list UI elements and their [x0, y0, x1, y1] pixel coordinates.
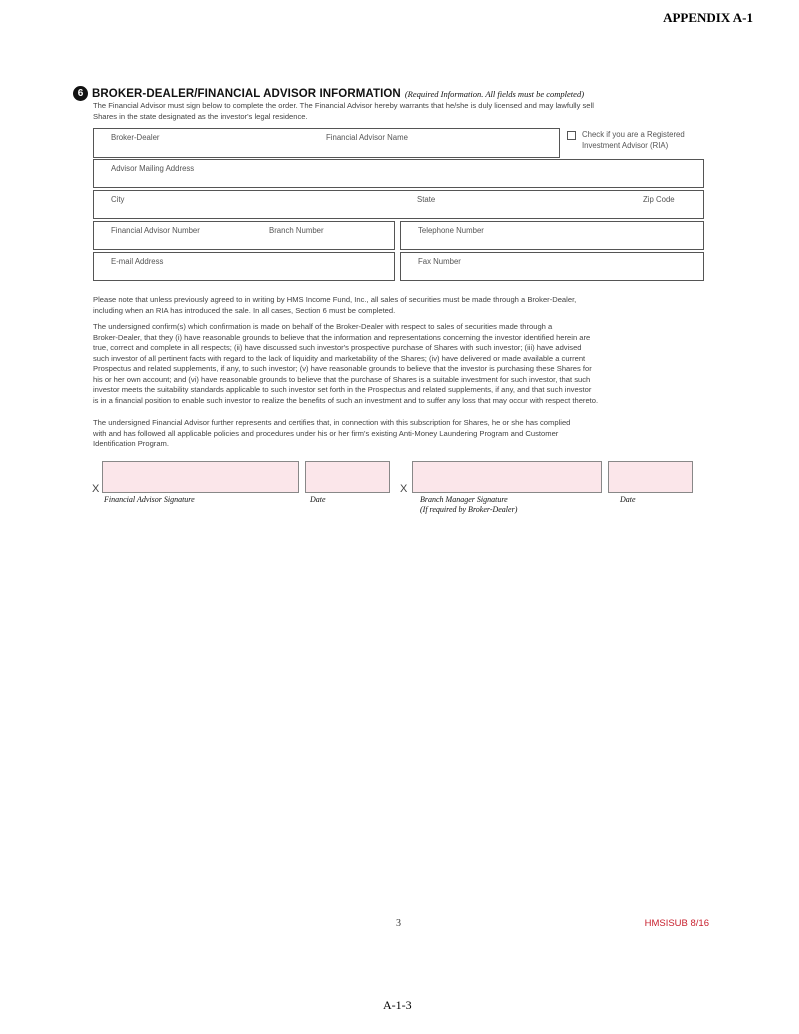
advisor-name-label: Financial Advisor Name	[326, 133, 408, 142]
ria-label-line: Check if you are a Registered	[582, 130, 685, 139]
paragraph-line: such investor of all pertinent facts with regard to the lack of liquidity and marketability of the Shares; (iv) have delivered or made available a current	[93, 353, 586, 363]
mailing-address-label: Advisor Mailing Address	[111, 164, 195, 173]
advisor-signature-x: X	[92, 483, 100, 495]
fax-field[interactable]	[400, 252, 704, 281]
paragraph-line: is in a financial position to enable such investor to realize the benefits of such an investment and to suffer any loss that may occur with respect thereto.	[93, 395, 599, 405]
broker-dealer-label: Broker-Dealer	[111, 133, 160, 142]
telephone-label: Telephone Number	[418, 226, 484, 235]
broker-dealer-field[interactable]	[93, 128, 560, 158]
telephone-field[interactable]	[400, 221, 704, 250]
ria-label-line: Investment Advisor (RIA)	[582, 140, 669, 150]
section-title: BROKER-DEALER/FINANCIAL ADVISOR INFORMATION	[92, 87, 401, 100]
city-label: City	[111, 195, 125, 204]
state-label: State	[417, 195, 436, 204]
manager-signature-field[interactable]	[412, 461, 602, 493]
paragraph-line: Prospectus and related supplements, if any, to such investor; (v) have reasonable grounds to believe that the investor is purchasing these Shares for	[93, 364, 592, 373]
ria-checkbox-group[interactable]	[567, 130, 722, 151]
paragraph-line: Please note that unless previously agreed to in writing by HMS Income Fund, Inc., all sales of securities must be made through a Broker-Dealer,	[93, 295, 577, 304]
manager-date-field[interactable]	[608, 461, 693, 493]
fax-label: Fax Number	[418, 257, 461, 266]
advisor-signature-caption: Financial Advisor Signature	[104, 495, 195, 504]
advisor-branch-number-field[interactable]	[93, 221, 395, 250]
paragraph-line: his or her own account; and (vi) have reasonable grounds to believe that the purchase of Shares is a suitable investment for such investor, that such	[93, 374, 591, 384]
manager-signature-note: (If required by Broker-Dealer)	[420, 504, 518, 514]
zip-code-label: Zip Code	[643, 195, 675, 204]
paragraph-line: Broker-Dealer, that they (i) have reasonable grounds to believe that the information and representations concerning the investor identified herein are	[93, 332, 591, 342]
paragraph-line: investor meets the suitability standards applicable to such investor set forth in the Prospectus and related supplements, if any, and that such investor	[93, 385, 592, 394]
section-intro	[93, 101, 713, 122]
aml-certification-paragraph	[93, 418, 707, 450]
manager-signature-x: X	[400, 483, 408, 495]
intro-line: Shares in the state designated as the investor's legal residence.	[93, 111, 308, 121]
mailing-address-field[interactable]	[93, 159, 704, 188]
advisor-number-label: Financial Advisor Number	[111, 226, 200, 235]
section-number-badge: 6	[73, 86, 88, 101]
manager-signature-caption	[420, 495, 517, 514]
city-state-zip-field[interactable]	[93, 190, 704, 219]
advisor-date-field[interactable]	[305, 461, 390, 493]
paragraph-line: including when an RIA has introduced the sale. In all cases, Section 6 must be completed.	[93, 305, 396, 315]
branch-number-label: Branch Number	[269, 226, 324, 235]
email-label: E-mail Address	[111, 257, 164, 266]
intro-line: The Financial Advisor must sign below to complete the order. The Financial Advisor hereby warrants that he/she is duly licensed and may lawfully sell	[93, 101, 594, 110]
manager-date-caption: Date	[620, 495, 636, 504]
advisor-date-caption: Date	[310, 495, 326, 504]
page-number: 3	[396, 918, 401, 929]
paragraph-line: The undersigned Financial Advisor further represents and certifies that, in connection with this subscription for Shares, he or she has complied	[93, 418, 571, 427]
section-required-note: (Required Information. All fields must be completed)	[404, 88, 585, 99]
appendix-page-id: A-1-3	[383, 998, 412, 1012]
advisor-signature-field[interactable]	[102, 461, 299, 493]
form-code: HMSISUB 8/16	[644, 918, 709, 929]
section-header	[73, 86, 584, 101]
confirmation-paragraph	[93, 322, 707, 406]
email-field[interactable]	[93, 252, 395, 281]
ria-checkbox[interactable]	[567, 131, 576, 140]
paragraph-line: with and has followed all applicable policies and procedures under his or her firm's existing Anti-Money Laundering Program and Customer	[93, 428, 559, 438]
paragraph-line: true, correct and complete in all respects; (ii) have discussed such investor's prospective purchase of Shares with such investor; (iii) have advised	[93, 343, 582, 352]
ria-label	[582, 130, 722, 151]
manager-signature-label: Branch Manager Signature	[420, 495, 508, 504]
paragraph-line: The undersigned confirm(s) which confirmation is made on behalf of the Broker-Dealer with respect to sales of securities made through a	[93, 322, 553, 331]
appendix-label: APPENDIX A-1	[663, 10, 753, 25]
paragraph-line: Identification Program.	[93, 439, 169, 448]
broker-dealer-notice	[93, 295, 707, 316]
